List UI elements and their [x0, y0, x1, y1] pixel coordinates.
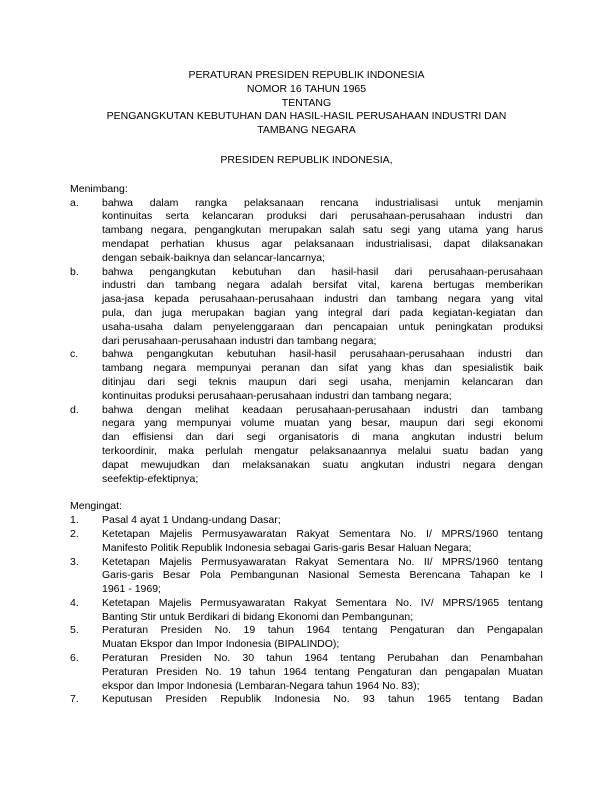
- item-marker: 6.: [70, 652, 79, 665]
- item-text: Pasal 4 ayat 1 Undang-undang Dasar;: [102, 514, 281, 527]
- mengingat-item: [70, 556, 543, 597]
- title-line: NOMOR 16 TAHUN 1965: [246, 82, 367, 95]
- mengingat-item: [70, 624, 543, 652]
- item-marker: c.: [70, 348, 79, 361]
- issuer-line: PRESIDEN REPUBLIK INDONESIA,: [220, 153, 393, 166]
- section-label-menimbang: Menimbang:: [70, 182, 128, 195]
- mengingat-item: [70, 597, 543, 625]
- item-marker: 5.: [70, 624, 79, 637]
- item-text: Peraturan Presiden No. 19 tahun 1964 tentang Pengaturan dan Pengapalan Muatan Ekspor dan Impor Indonesia (BIPALINDO);: [102, 624, 543, 651]
- menimbang-item: [70, 266, 543, 349]
- section-label-mengingat: Mengingat:: [70, 500, 122, 513]
- menimbang-item: [70, 197, 543, 266]
- item-marker: 3.: [70, 555, 79, 568]
- item-text: bahwa dalam rangka pelaksanaan rencana industrialisasi untuk menjamin kontinuitas serta kelancaran produksi dari perusahaan-perusahaan industri dan tambang negara, pengangkutan merupakan salah satu segi yang utama yang harus mendapat perhatian khusus agar pelaksanaan industrialisasi, dapat dilaksanakan dengan sebaik-baiknya dan selancar-lancarnya;: [102, 196, 543, 264]
- item-marker: 2.: [70, 527, 79, 540]
- section-menimbang: [70, 183, 543, 487]
- item-marker: 4.: [70, 596, 79, 609]
- title-line: TENTANG: [281, 96, 332, 109]
- item-marker: d.: [70, 403, 79, 416]
- item-marker: a.: [70, 196, 79, 209]
- item-text: Peraturan Presiden No. 30 tahun 1964 tentang Perubahan dan Penambahan Peraturan Presiden No. 19 tahun 1964 tentang Pengaturan dan pengapalan Muatan ekspor dan Impor Indonesia (Lembaran-Negara tahun 1964 No. 83);: [102, 652, 543, 692]
- item-text: bahwa dengan melihat keadaan perusahaan-perusahaan industri dan tambang negara yang mempunyai volume muatan yang besar, maupun dari segi ekonomi dan effisiensi dan dari segi organisatoris di mana angkutan industri belum terkoordinir, maka perlulah mengatur pelaksanaannya melalui suatu badan yang dapat mewujudkan dan melaksanakan suatu angkutan industri negara dengan seefektip-efektipnya;: [102, 403, 543, 485]
- item-marker: 1.: [70, 514, 79, 527]
- menimbang-item: [70, 404, 543, 487]
- title-line: TAMBANG NEGARA: [257, 124, 356, 137]
- item-text: Ketetapan Majelis Permusyawaratan Rakyat Sementara No. IV/ MPRS/1965 tentang Banting Stir untuk Berdikari di bidang Ekonomi dan Pembangunan;: [102, 596, 543, 623]
- mengingat-item: [70, 693, 543, 707]
- item-text: Ketetapan Majelis Permusyawaratan Rakyat Sementara No. I/ MPRS/1960 tentang Manifesto Politik Republik Indonesia sebagai Garis-garis Besar Haluan Negara;: [102, 527, 543, 554]
- item-marker: b.: [70, 265, 79, 278]
- title-line: PERATURAN PRESIDEN REPUBLIK INDONESIA: [188, 69, 425, 81]
- document-title-block: [70, 69, 543, 138]
- mengingat-item: [70, 528, 543, 556]
- title-line: PENGANGKUTAN KEBUTUHAN DAN HASIL-HASIL PERUSAHAAN INDUSTRI DAN: [106, 110, 507, 123]
- item-text: bahwa pengangkutan kebutuhan hasil-hasil perusahaan-perusahaan industri dan tambang negara mempunyai peranan dan sifat yang khas dan spesialistik baik ditinjau dari segi teknis maupun dari segi usaha, menjamin kelancaran dan kontinuitas produksi perusahaan-perusahaan industri dan tambang negara;: [102, 348, 543, 402]
- mengingat-item: [70, 652, 543, 693]
- item-text: Keputusan Presiden Republik Indonesia No. 93 tahun 1965 tentang Badan: [102, 693, 543, 706]
- item-text: bahwa pengangkutan kebutuhan dan hasil-hasil dari perusahaan-perusahaan industri dan tambang negara adalah bersifat vital, karena bertugas memberikan jasa-jasa kepada perusahaan-perusahaan industri dan tambang negara yang vital pula, dan juga merupakan bagian yang integral dari pada kegiatan-kegiatan dan usaha-usaha dalam penyelenggaraan dan pencapaian untuk peningkatan produksi dari perusahaan-perusahaan industri dan tambang negara;: [102, 265, 543, 347]
- item-marker: 7.: [70, 693, 79, 706]
- menimbang-item: [70, 348, 543, 403]
- section-mengingat: [70, 500, 543, 707]
- mengingat-item: [70, 514, 543, 528]
- item-text: Ketetapan Majelis Permusyawaratan Rakyat Sementara No. II/ MPRS/1960 tentang Garis-garis Besar Pola Pembangunan Nasional Semesta Berencana Tahapan ke I 1961 - 1969;: [102, 555, 543, 596]
